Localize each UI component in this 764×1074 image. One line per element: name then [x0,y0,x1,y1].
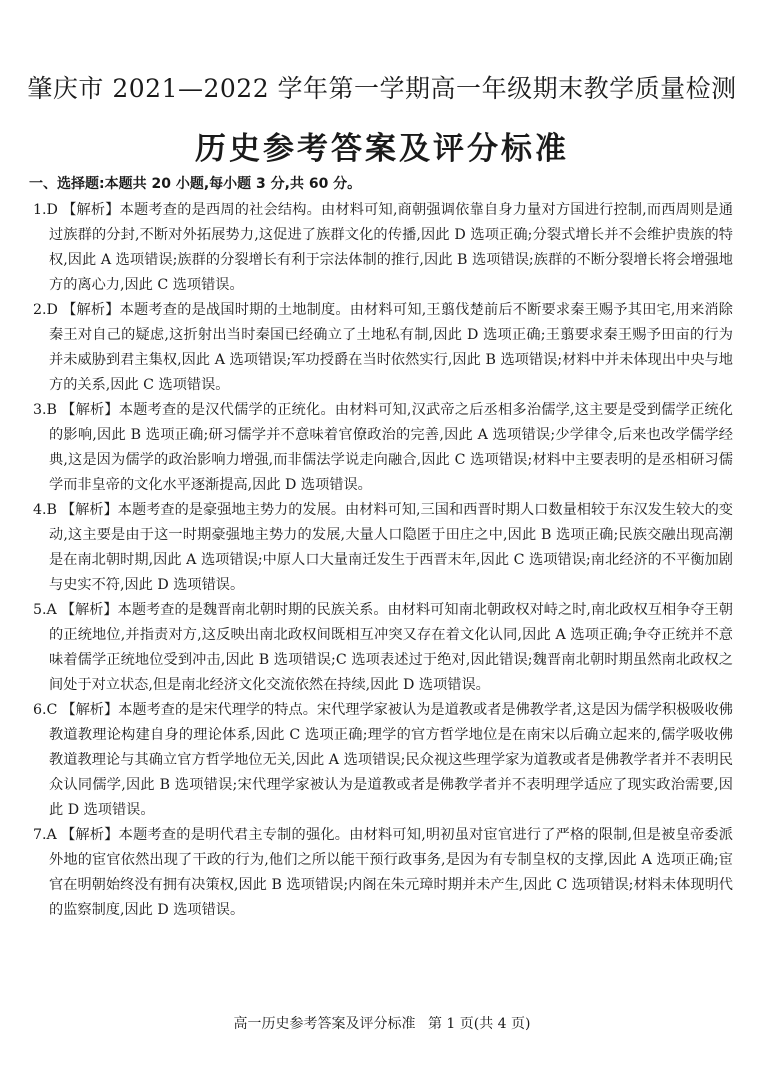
analysis-text: 本题考查的是西周的社会结构。由材料可知,商朝强调依靠自身力量对方国进行控制,而西周则是通过族群的分封,不断对外拓展势力,这促进了族群文化的传播,因此 D 选项正确;分裂式增长并不会维护贵族的特权,因此 A 选项错误;族群的分裂增长有利于宗法体制的推行,因此 B 选项错误;族群的不断分裂增长将会增强地方的离心力,因此 C 选项错误。 [49,202,733,293]
answer-number: 2.D [33,302,58,318]
question-1 [33,198,733,298]
document-title: 历史参考答案及评分标准 [195,131,569,167]
analysis-label: 【解析】 [60,402,119,418]
question-5 [33,598,733,698]
question-7 [33,823,733,923]
question-2 [33,298,733,398]
answer-number: 5.A [33,602,57,618]
question-list [33,198,733,923]
analysis-text: 本题考查的是明代君主专制的强化。由材料可知,明初虽对宦官进行了严格的限制,但是被皇帝委派外地的宦官依然出现了干政的行为,他们之所以能干预行政事务,是因为有专制皇权的支撑,因此 A 选项正确;宦官在明朝始终没有拥有决策权,因此 B 选项错误;内阁在朱元璋时期并未产生,因此 C 选项错误;材料未体现明代的监察制度,因此 D 选项错误。 [49,827,733,918]
answer-number: 4.B [33,502,57,518]
question-body [33,198,733,298]
question-body [33,823,733,923]
analysis-text: 本题考查的是魏晋南北朝时期的民族关系。由材料可知南北朝政权对峙之时,南北政权互相争夺王朝的正统地位,并指责对方,这反映出南北政权间既相互冲突又存在着文化认同,因此 A 选项正确;争夺正统并不意味着儒学正统地位受到冲击,因此 B 选项错误;C 选项表述过于绝对,因此错误;魏晋南北朝时期虽然南北政权之间处于对立状态,但是南北经济文化交流依然在持续,因此 D 选项错误。 [49,602,733,693]
analysis-label: 【解析】 [60,602,118,618]
analysis-label: 【解析】 [61,302,120,318]
analysis-label: 【解析】 [61,202,120,218]
question-4 [33,498,733,598]
question-body [33,298,733,398]
question-6 [33,698,733,823]
analysis-text: 本题考查的是汉代儒学的正统化。由材料可知,汉武帝之后丞相多治儒学,这主要是受到儒学正统化的影响,因此 B 选项正确;研习儒学并不意味着官僚政治的完善,因此 A 选项错误;少学律令,后来也改学儒学经典,这是因为儒学的政治影响力增强,而非儒法学说走向融合,因此 C 选项错误;材料中主要表明的是丞相研习儒学而非皇帝的文化水平逐渐提高,因此 D 选项错误。 [49,402,733,493]
analysis-label: 【解析】 [60,827,119,843]
page-footer [0,1014,764,1034]
analysis-label: 【解析】 [60,502,118,518]
question-body [33,498,733,598]
section-heading: 一、选择题:本题共 20 小题,每小题 3 分,共 60 分。 [29,176,362,192]
answer-number: 7.A [33,827,57,843]
analysis-text: 本题考查的是战国时期的土地制度。由材料可知,王翦伐楚前后不断要求秦王赐予其田宅,用来消除秦王对自己的疑虑,这折射出当时秦国已经确立了土地私有制,因此 D 选项正确;王翦要求秦王赐予田亩的行为并未威胁到君主集权,因此 A 选项错误;军功授爵在当时依然实行,因此 B 选项错误;材料中并未体现出中央与地方的关系,因此 C 选项错误。 [49,302,733,393]
footer-doc-title: 高一历史参考答案及评分标准 [233,1016,416,1032]
analysis-label: 【解析】 [61,702,119,718]
question-body [33,398,733,498]
answer-number: 6.C [33,702,58,718]
answer-number: 1.D [33,202,58,218]
page-number: 第 1 页(共 4 页) [427,1016,531,1032]
question-3 [33,398,733,498]
exam-title: 肇庆市 2021—2022 学年第一学期高一年级期末教学质量检测 [27,74,737,103]
question-body [33,698,733,823]
analysis-text: 本题考查的是豪强地主势力的发展。由材料可知,三国和西晋时期人口数量相较于东汉发生较大的变动,这主要是由于这一时期豪强地主势力的发展,大量人口隐匿于田庄之中,因此 B 选项正确;民族交融出现高潮是在南北朝时期,因此 A 选项错误;中原人口大量南迁发生于西晋末年,因此 C 选项错误;南北经济的不平衡加剧与史实不符,因此 D 选项错误。 [49,502,733,593]
question-body [33,598,733,698]
answer-number: 3.B [33,402,57,418]
analysis-text: 本题考查的是宋代理学的特点。宋代理学家被认为是道教或者是佛教学者,这是因为儒学积极吸收佛教道教理论构建自身的理论体系,因此 C 选项正确;理学的官方哲学地位是在南宋以后确立起来的,儒学吸收佛教道教理论与其确立官方哲学地位无关,因此 A 选项错误;民众视这些理学家为道教或者是佛教学者并不表明民众认同儒学,因此 B 选项错误;宋代理学家被认为是道教或者是佛教学者并不表明理学适应了现实政治需要,因此 D 选项错误。 [49,702,733,818]
